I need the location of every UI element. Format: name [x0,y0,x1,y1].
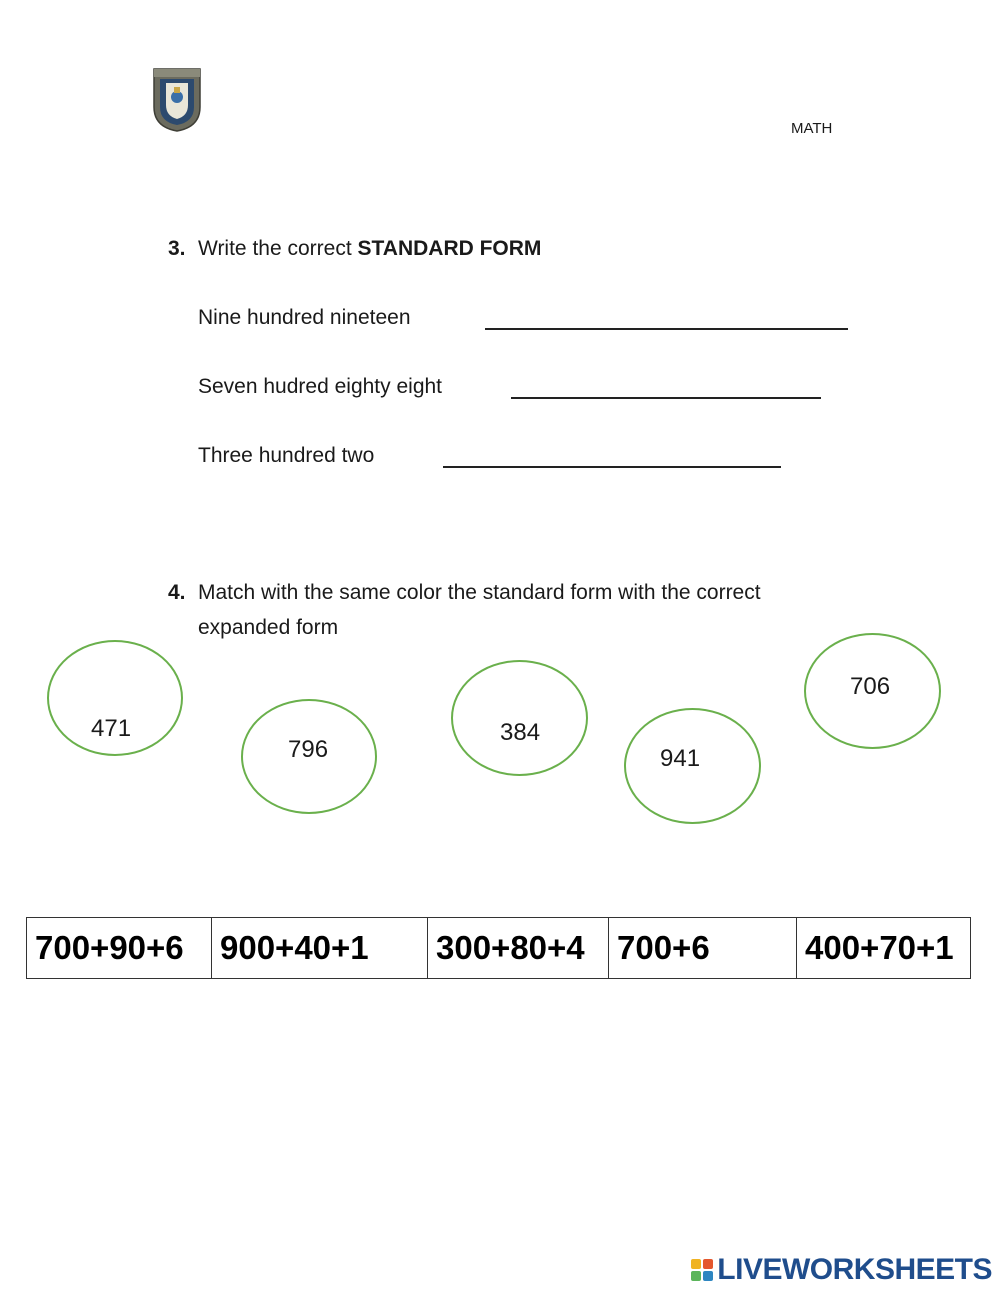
circle-number-471: 471 [91,715,132,742]
question-4-prompt-line-1: Match with the same color the standard form with the correct [198,581,761,604]
standard-form-item-2: Seven hudred eighty eight [198,375,443,398]
answer-blank-1[interactable] [485,328,848,330]
brand-name: LIVEWORKSHEETS [717,1253,992,1286]
question-3-prompt-text: Write the correct [198,237,358,260]
question-3-prompt [198,237,541,261]
brand-logo-icon [691,1259,713,1281]
number-circle-384[interactable] [451,660,588,776]
expanded-cell-2[interactable]: 900+40+1 [212,918,428,979]
expanded-form-table [26,917,971,979]
answer-blank-3[interactable] [443,466,781,468]
standard-form-item-1: Nine hundred nineteen [198,306,411,329]
expanded-cell-5[interactable]: 400+70+1 [797,918,971,979]
liveworksheets-brand [691,1253,992,1287]
question-3-number: 3. [168,237,186,260]
circle-number-796: 796 [288,736,329,763]
number-circle-796[interactable] [241,699,377,814]
circle-number-941: 941 [660,745,701,772]
school-crest-logo [152,67,202,133]
standard-form-item-3: Three hundred two [198,444,375,467]
expanded-cell-1[interactable]: 700+90+6 [27,918,212,979]
expanded-cell-4[interactable]: 700+6 [609,918,797,979]
number-circle-706[interactable] [804,633,941,749]
question-3-prompt-bold: STANDARD FORM [357,237,542,260]
number-circle-471[interactable] [47,640,183,756]
table-row [27,918,971,979]
number-circle-941[interactable] [624,708,761,824]
question-4-number: 4. [168,581,186,604]
expanded-cell-3[interactable]: 300+80+4 [428,918,609,979]
answer-blank-2[interactable] [511,397,821,399]
circle-number-384: 384 [500,719,541,746]
subject-label: MATH [791,120,833,137]
question-4-prompt-line-2: expanded form [198,616,339,639]
circle-number-706: 706 [850,673,891,700]
